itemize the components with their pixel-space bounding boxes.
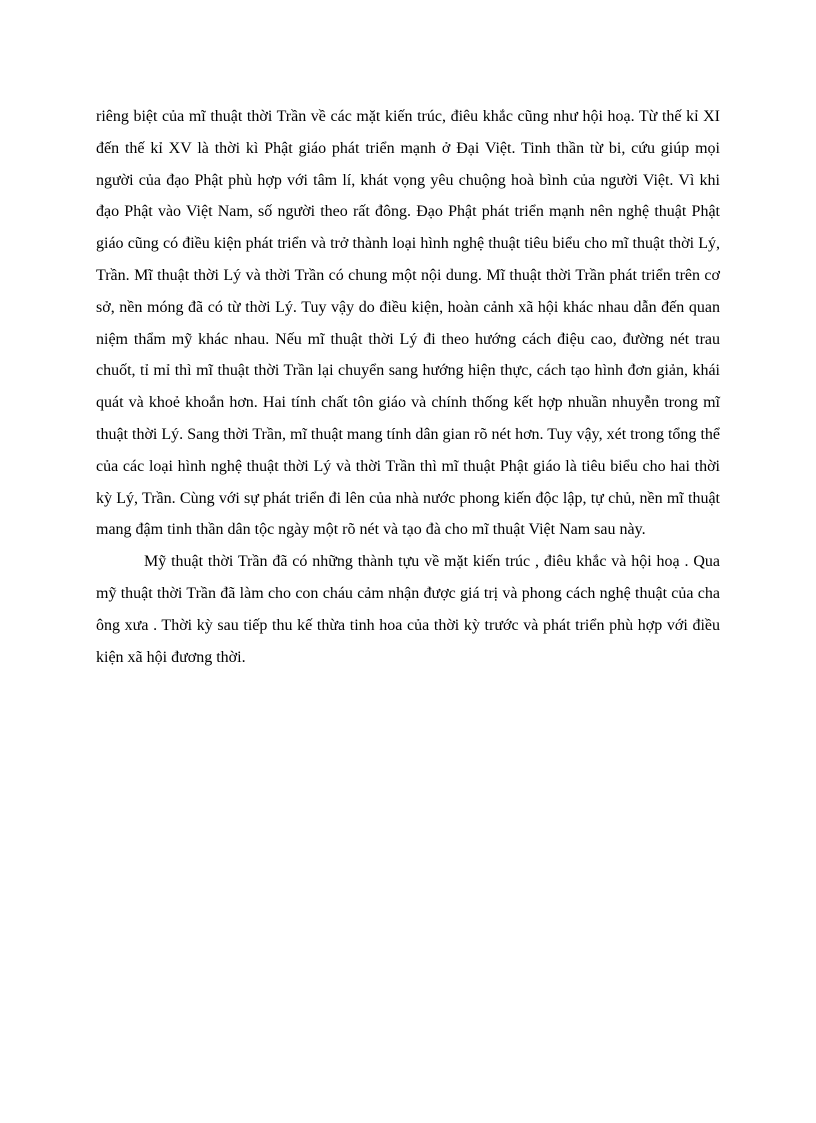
paragraph-continuation: riêng biệt của mĩ thuật thời Trần về các mặt kiến trúc, điêu khắc cũng như hội hoạ. Từ thế kỉ XI đến thế kỉ XV là thời kì Phật giáo phát triển mạnh ở Đại Việt. Tinh thần từ bi, cứu giúp mọi người của đạo Phật phù hợp với tâm lí, khát vọng yêu chuộng hoà bình của người Việt. Vì khi đạo Phật vào Việt Nam, số người theo rất đông. Đạo Phật phát triển mạnh nên nghệ thuật Phật giáo cũng có điều kiện phát triển và trở thành loại hình nghệ thuật tiêu biểu cho mĩ thuật thời Lý, Trần. Mĩ thuật thời Lý và thời Trần có chung một nội dung. Mĩ thuật thời Trần phát triển trên cơ sở, nền móng đã có từ thời Lý. Tuy vậy do điều kiện, hoàn cảnh xã hội khác nhau dẫn đến quan niệm thẩm mỹ khác nhau. Nếu mĩ thuật thời Lý đi theo hướng cách điệu cao, đường nét trau chuốt, tỉ mỉ thì mĩ thuật thời Trần lại chuyển sang hướng hiện thực, cách tạo hình đơn giản, khái quát và khoẻ khoắn hơn. Hai tính chất tôn giáo và chính thống kết hợp nhuần nhuyễn trong mĩ thuật thời Lý. Sang thời Trần, mĩ thuật mang tính dân gian rõ nét hơn. Tuy vậy, xét trong tổng thể của các loại hình nghệ thuật thời Lý và thời Trần thì mĩ thuật Phật giáo là tiêu biểu cho hai thời kỳ Lý, Trần. Cùng với sự phát triển đi lên của nhà nước phong kiến độc lập, tự chủ, nền mĩ thuật mang đậm tinh thần dân tộc ngày một rõ nét và tạo đà cho mĩ thuật Việt Nam sau này. [96, 108, 720, 539]
paragraph-conclusion: Mỹ thuật thời Trần đã có những thành tựu về mặt kiến trúc , điêu khắc và hội hoạ . Qua mỹ thuật thời Trần đã làm cho con cháu cảm nhận được giá trị và phong cách nghệ thuật của cha ông xưa . Thời kỳ sau tiếp thu kế thừa tinh hoa của thời kỳ trước và phát triển phù hợp với điều kiện xã hội đương thời. [96, 553, 720, 666]
body-text [96, 101, 720, 673]
